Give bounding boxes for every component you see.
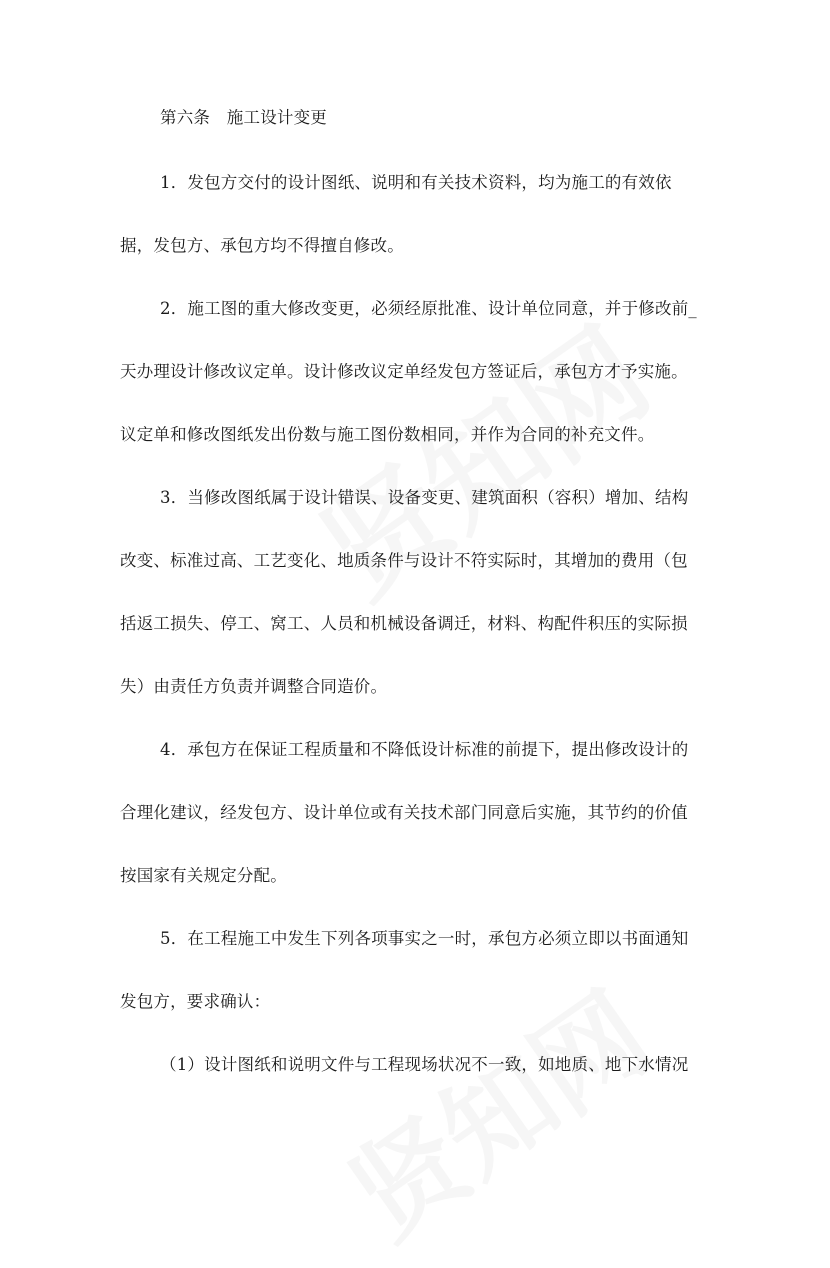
paragraph-line: 2．施工图的重大修改变更，必须经原批准、设计单位同意，并于修改前_ <box>160 299 697 318</box>
paragraph-line: 括返工损失、停工、窝工、人员和机械设备调迁，材料、构配件积压的实际损 <box>120 614 688 633</box>
watermark <box>283 282 677 629</box>
paragraph-line: 按国家有关规定分配。 <box>120 866 287 885</box>
paragraph-line: 据，发包方、承包方均不得擅自修改。 <box>120 236 404 255</box>
paragraph-line: 1．发包方交付的设计图纸、说明和有关技术资料，均为施工的有效依 <box>160 173 672 192</box>
paragraph-line: 失）由责任方负责并调整合同造价。 <box>120 677 388 696</box>
section-heading: 第六条 施工设计变更 <box>160 108 327 127</box>
paragraph-line: （1）设计图纸和说明文件与工程现场状况不一致，如地质、地下水情况 <box>160 1055 689 1074</box>
paragraph-line: 天办理设计修改议定单。设计修改议定单经发包方签证后，承包方才予实施。 <box>120 362 688 381</box>
paragraph-line: 合理化建议，经发包方、设计单位或有关技术部门同意后实施，其节约的价值 <box>120 803 688 822</box>
paragraph-line: 4．承包方在保证工程质量和不降低设计标准的前提下，提出修改设计的 <box>160 740 689 759</box>
paragraph-line: 改变、标准过高、工艺变化、地质条件与设计不符实际时，其增加的费用（包 <box>120 551 688 570</box>
paragraph-line: 发包方，要求确认： <box>120 992 271 1011</box>
paragraph-line: 3．当修改图纸属于设计错误、设备变更、建筑面积（容积）增加、结构 <box>160 488 689 507</box>
watermark-bottom <box>315 950 676 1268</box>
paragraph-line: 议定单和修改图纸发出份数与施工图份数相同，并作为合同的补充文件。 <box>120 425 655 444</box>
paragraph-line: 5．在工程施工中发生下列各项事实之一时，承包方必须立即以书面通知 <box>160 929 689 948</box>
